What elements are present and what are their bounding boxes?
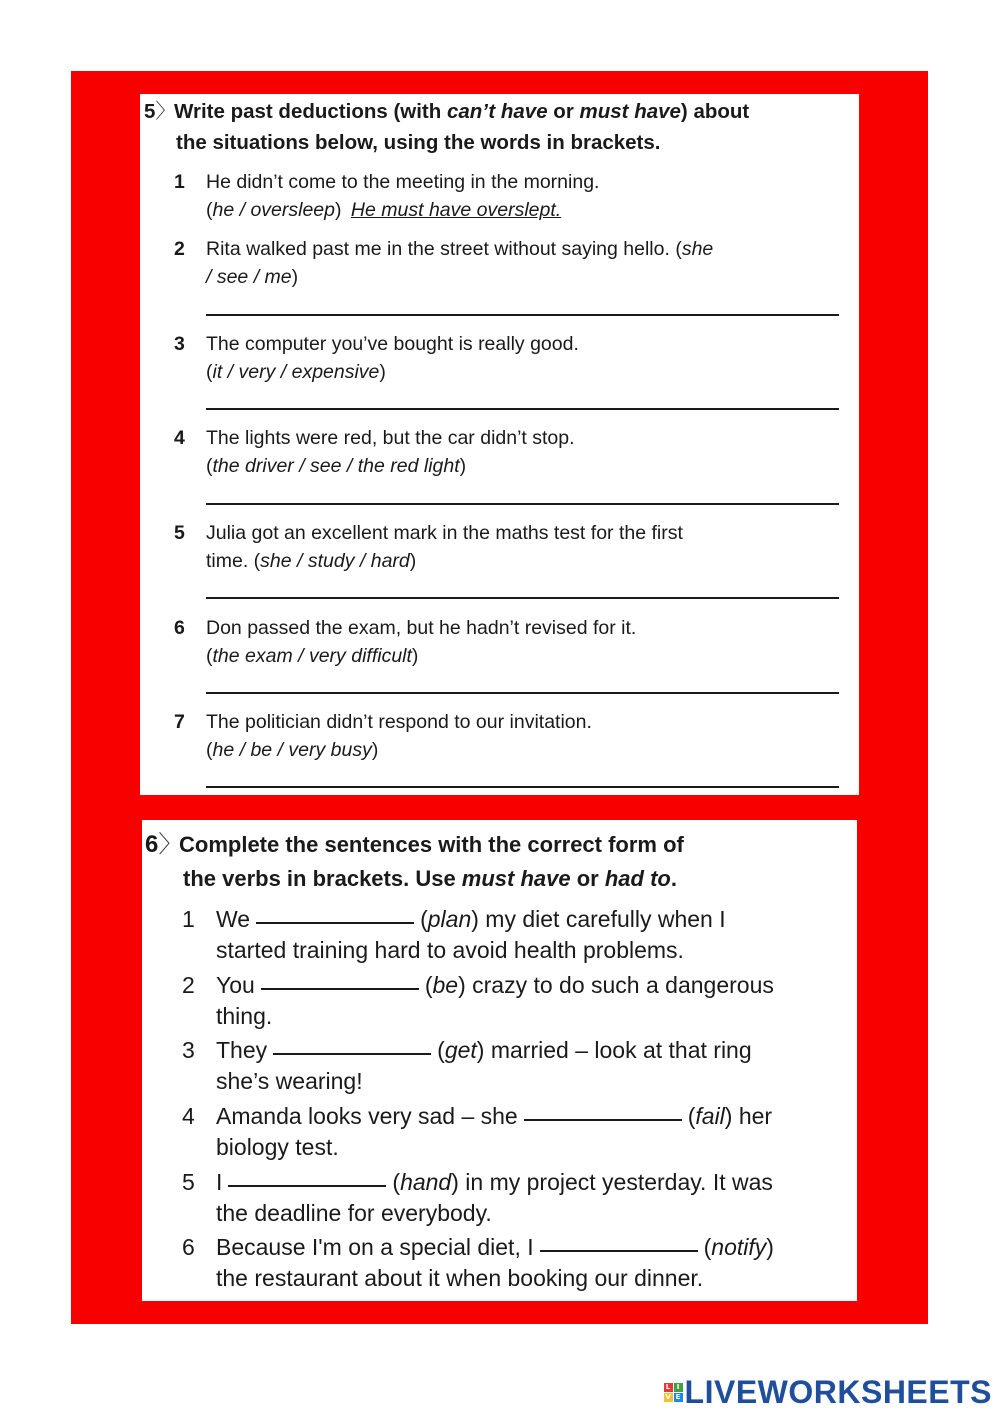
answer-line[interactable] [206,692,839,694]
list-item: 5 I (hand) in my project yesterday. It was the deadline for everybody. [182,1169,773,1226]
list-item: 4 Amanda looks very sad – she (fail) her biology test. [182,1103,773,1160]
exercise-6-instruction: 6〉Complete the sentences with the correct form of the verbs in brackets. Use must have or had to. [145,828,845,896]
logo-badge-icon: L I V E [664,1383,683,1402]
list-item: 6 Because I'm on a special diet, I (notify) the restaurant about it when booking our dinner. [182,1234,774,1291]
liveworksheets-logo[interactable] [664,1374,992,1411]
answer-blank[interactable] [256,922,414,924]
list-item: 2 You (be) crazy to do such a dangerous thing. [182,972,774,1029]
example-answer: He must have overslept. [350,199,562,221]
answer-blank[interactable] [524,1119,682,1121]
list-item: 2 Rita walked past me in the street without saying hello. (she / see / me) [174,238,714,288]
list-item: 4 The lights were red, but the car didn’t stop. (the driver / see / the red light) [174,427,575,477]
exercise-number: 5〉 [144,100,176,123]
exercise-5-panel [140,94,859,795]
answer-blank[interactable] [273,1053,431,1055]
brand-name: LIVEWORKSHEETS [684,1374,992,1410]
exercise-5-instruction: 5〉Write past deductions (with can’t have or must have) about the situations below, using the words in brackets. [144,96,844,158]
list-item: 7 The politician didn’t respond to our invitation. (he / be / very busy) [174,711,592,761]
answer-line[interactable] [206,786,839,788]
answer-line[interactable] [206,597,839,599]
list-item: 1 We (plan) my diet carefully when I started training hard to avoid health problems. [182,906,726,963]
answer-line[interactable] [206,503,839,505]
exercise-6-panel [142,820,857,1301]
answer-blank[interactable] [228,1185,386,1187]
list-item: 3 They (get) married – look at that ring she’s wearing! [182,1037,752,1094]
answer-line[interactable] [206,408,839,410]
list-item: 6 Don passed the exam, but he hadn’t revised for it. (the exam / very difficult) [174,617,637,667]
list-item: 1 He didn’t come to the meeting in the morning. (he / oversleep) He must have overslept. [174,168,844,224]
answer-line[interactable] [206,314,839,316]
list-item: 5 Julia got an excellent mark in the maths test for the first time. (she / study / hard) [174,522,683,572]
answer-blank[interactable] [261,988,419,990]
answer-blank[interactable] [540,1250,698,1252]
list-item: 3 The computer you’ve bought is really good. (it / very / expensive) [174,333,579,383]
exercise-number: 6〉 [145,831,183,858]
